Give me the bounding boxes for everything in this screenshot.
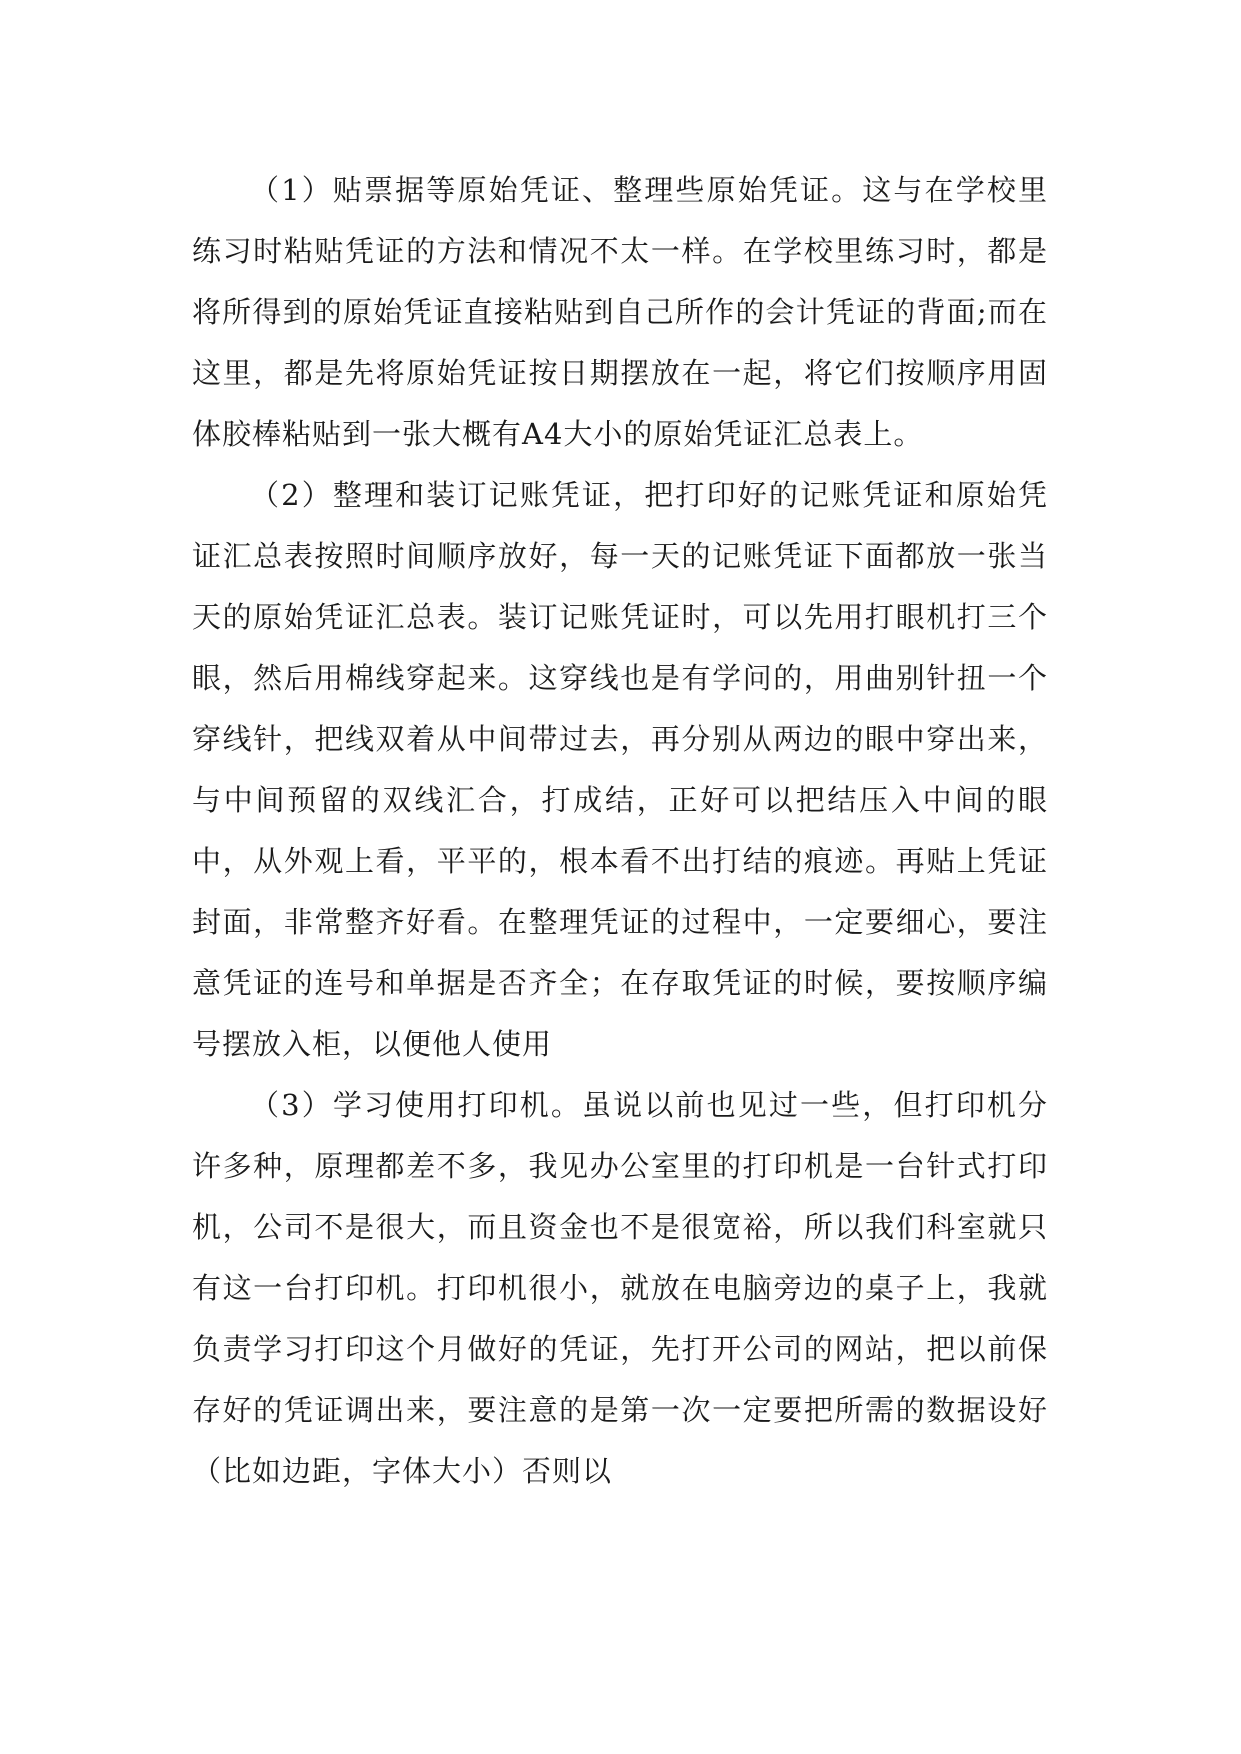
document-body (192, 160, 1048, 1502)
paragraph-3: （3）学习使用打印机。虽说以前也见过一些，但打印机分许多种，原理都差不多，我见办公室里的打印机是一台针式打印机，公司不是很大，而且资金也不是很宽裕，所以我们科室就只有这一台打印机。打印机很小，就放在电脑旁边的桌子上，我就负责学习打印这个月做好的凭证，先打开公司的网站，把以前保存好的凭证调出来，要注意的是第一次一定要把所需的数据设好（比如边距，字体大小）否则以 (192, 1088, 1048, 1488)
paragraph-1: （1）贴票据等原始凭证、整理些原始凭证。这与在学校里练习时粘贴凭证的方法和情况不太一样。在学校里练习时，都是将所得到的原始凭证直接粘贴到自己所作的会计凭证的背面;而在这里，都是先将原始凭证按日期摆放在一起，将它们按顺序用固体胶棒粘贴到一张大概有A4大小的原始凭证汇总表上。 (192, 173, 1048, 451)
paragraph-2: （2）整理和装订记账凭证，把打印好的记账凭证和原始凭证汇总表按照时间顺序放好，每一天的记账凭证下面都放一张当天的原始凭证汇总表。装订记账凭证时，可以先用打眼机打三个眼，然后用棉线穿起来。这穿线也是有学问的，用曲别针扭一个穿线针，把线双着从中间带过去，再分别从两边的眼中穿出来，与中间预留的双线汇合，打成结，正好可以把结压入中间的眼中，从外观上看，平平的，根本看不出打结的痕迹。再贴上凭证封面，非常整齐好看。在整理凭证的过程中，一定要细心，要注意凭证的连号和单据是否齐全；在存取凭证的时候，要按顺序编号摆放入柜，以便他人使用 (192, 478, 1048, 1061)
